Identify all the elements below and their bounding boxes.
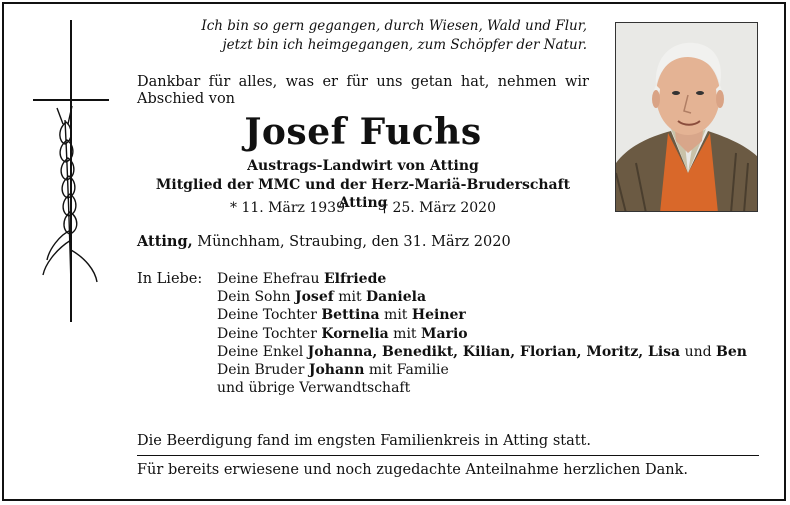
mourner-relation: mit bbox=[379, 307, 412, 324]
mourner-line bbox=[217, 270, 747, 288]
mourner-relation: Dein Sohn bbox=[217, 289, 295, 306]
mourner-line bbox=[217, 343, 747, 361]
portrait-photo bbox=[615, 22, 758, 212]
funeral-note: Die Beerdigung fand im engsten Familienkreis in Atting statt. bbox=[137, 433, 591, 449]
death-date: † 25. März 2020 bbox=[381, 200, 496, 216]
place-rest: Münchham, Straubing, den 31. März 2020 bbox=[192, 234, 511, 250]
mourner-name: Heiner bbox=[411, 307, 466, 324]
place-town: Atting, bbox=[137, 233, 193, 250]
place-date-line bbox=[137, 233, 511, 251]
mourner-name: Ben bbox=[716, 343, 747, 360]
mourner-relation: Dein Bruder bbox=[217, 362, 309, 379]
life-dates bbox=[137, 199, 589, 217]
birth-date: * 11. März 1939 bbox=[230, 200, 345, 216]
mourner-line bbox=[217, 379, 747, 397]
wheat-icon bbox=[35, 100, 105, 290]
mourner-line bbox=[217, 325, 747, 343]
mourner-line bbox=[217, 361, 747, 379]
divider bbox=[137, 455, 759, 456]
mourner-relation: Deine Enkel bbox=[217, 343, 308, 360]
mourner-line bbox=[217, 306, 747, 324]
mourner-name: Mario bbox=[421, 325, 468, 342]
mourner-relation: mit bbox=[388, 325, 421, 342]
thanks-note: Für bereits erwiesene und noch zugedachte Anteilnahme herzlichen Dank. bbox=[137, 462, 688, 478]
mourner-name: Bettina bbox=[321, 307, 380, 324]
mourners-list bbox=[217, 270, 747, 397]
mourner-relation: Deine Ehefrau bbox=[217, 271, 324, 287]
mourner-name: Johann bbox=[308, 362, 365, 379]
mourners-label: In Liebe: bbox=[137, 271, 203, 287]
mourner-relation: Deine Tochter bbox=[217, 325, 322, 342]
intro-line-2: Abschied von bbox=[137, 91, 236, 107]
mourner-relation: Deine Tochter bbox=[217, 307, 322, 324]
mourner-line bbox=[217, 288, 747, 306]
deceased-name: Josef Fuchs bbox=[244, 111, 482, 153]
mourner-relation: mit bbox=[333, 289, 367, 306]
role-title: Austrags-Landwirt von Atting bbox=[247, 158, 479, 174]
quote-line-2: jetzt bin ich heimgegangen, zum Schöpfer der Natur. bbox=[222, 37, 587, 53]
quote-line-1: Ich bin so gern gegangen, durch Wiesen, Wald und Flur, bbox=[201, 18, 587, 34]
mourner-name: Josef bbox=[294, 289, 334, 306]
mourner-relation: mit Familie bbox=[364, 362, 449, 379]
intro-text bbox=[137, 74, 589, 108]
mourner-name: Kornelia bbox=[321, 325, 389, 342]
membership-title: Mitglied der MMC und der Herz-Mariä-Bruderschaft Atting bbox=[155, 177, 571, 211]
mourner-name: Johanna, Benedikt, Kilian, Florian, Moritz, Lisa bbox=[307, 343, 681, 360]
mourner-relation: und bbox=[680, 343, 717, 360]
mourner-name: Elfriede bbox=[323, 271, 387, 287]
mourner-relation: und übrige Verwandtschaft bbox=[217, 380, 411, 397]
mourner-name: Daniela bbox=[366, 289, 427, 306]
intro-line-1: Dankbar für alles, was er für uns getan hat, nehmen wir bbox=[137, 74, 589, 90]
